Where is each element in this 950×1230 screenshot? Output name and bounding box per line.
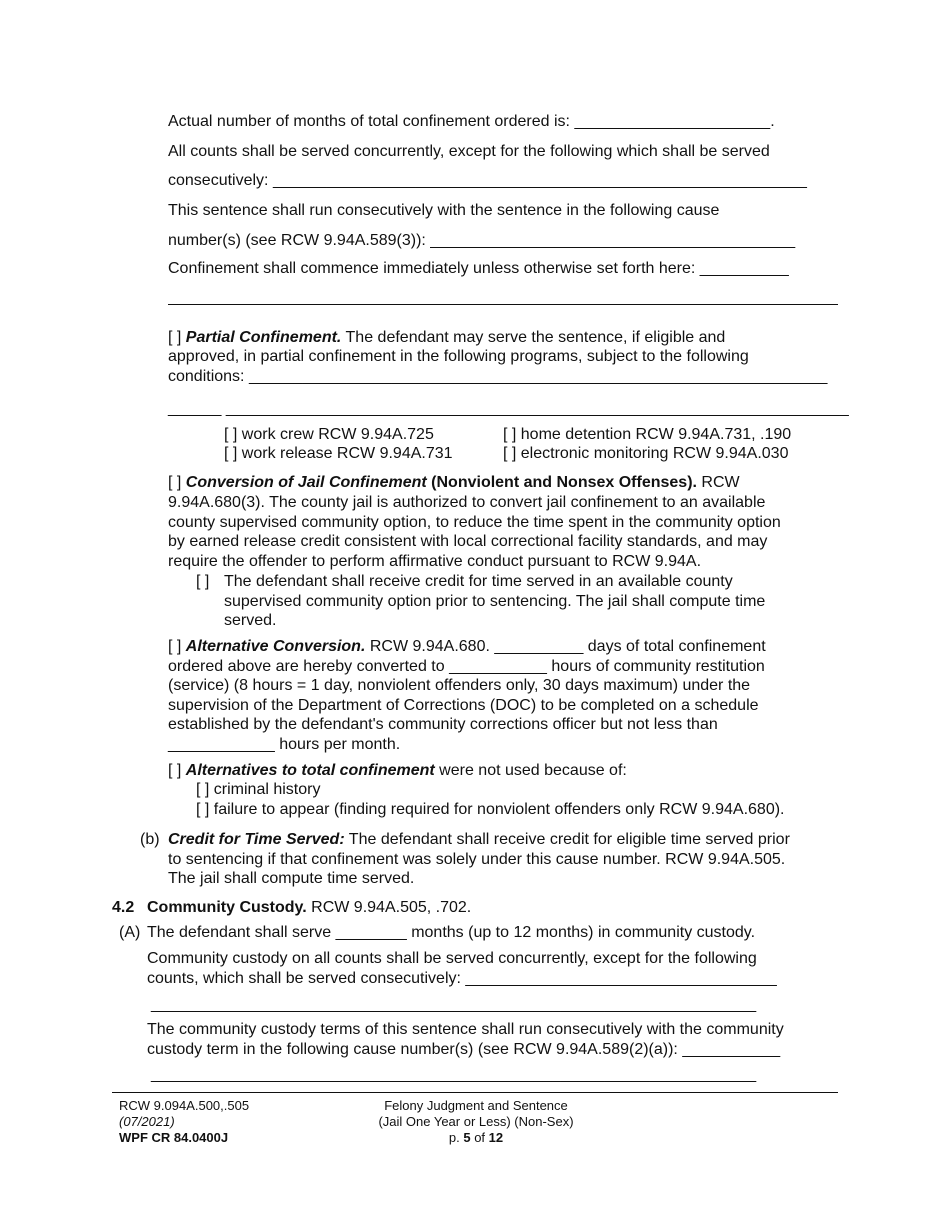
credit-time-served-line-2: to sentencing if that confinement was solely under this cause number. RCW 9.94A.505. <box>168 851 786 868</box>
consecutive-line-2: number(s) (see RCW 9.94A.589(3)): _________________________________________ <box>168 232 796 249</box>
conversion-line-2: 9.94A.680(3). The county jail is authorized to convert jail confinement to an available <box>168 494 766 511</box>
credit-checkbox[interactable]: [ ] <box>196 573 210 590</box>
custody-concurrent-line-1: Community custody on all counts shall be served concurrently, except for the following <box>147 950 757 967</box>
section-a-line: The defendant shall serve ________ months (up to 12 months) in community custody. <box>147 924 756 941</box>
alternatives-text: were not used because of: <box>434 762 627 779</box>
page-prefix: p. <box>448 1130 464 1145</box>
concurrent-line-1: All counts shall be served concurrently, except for the following which shall be served <box>168 143 770 160</box>
footer-rule <box>112 1092 838 1093</box>
page-of: of <box>470 1130 489 1145</box>
conversion-title: Conversion of Jail Confinement <box>185 474 427 491</box>
conversion-line-4: by earned release credit consistent with local correctional facility standards, and may <box>168 533 768 550</box>
conversion-line-3: county supervised community option, to reduce the time spent in the community option <box>168 514 781 531</box>
custody-consecutive-line-2: custody term in the following cause number(s) (see RCW 9.94A.589(2)(a)): ___________ <box>147 1041 781 1058</box>
option-criminal-history[interactable]: [ ] criminal history <box>196 781 321 798</box>
alternative-line-1 <box>168 637 766 657</box>
custody-concurrent-line-3: ____________________________________________________________________ <box>151 996 757 1013</box>
credit-time-served-label: (b) <box>140 831 160 848</box>
section-a-label: (A) <box>119 924 141 941</box>
program-home-detention[interactable]: [ ] home detention RCW 9.94A.731, .190 <box>503 426 792 443</box>
program-work-crew[interactable]: [ ] work crew RCW 9.94A.725 <box>224 426 434 443</box>
credit-line-3: served. <box>224 612 277 629</box>
consecutive-line-1: This sentence shall run consecutively with the sentence in the following cause <box>168 202 720 219</box>
credit-time-served-line-1 <box>168 830 790 850</box>
program-electronic-monitoring[interactable]: [ ] electronic monitoring RCW 9.94A.030 <box>503 445 789 462</box>
alternative-line-6: ____________ hours per month. <box>168 736 401 753</box>
credit-time-served-text: The defendant shall receive credit for eligible time served prior <box>344 831 790 848</box>
conversion-subtitle: (Nonviolent and Nonsex Offenses). <box>426 474 697 491</box>
footer-date: (07/2021) <box>119 1114 175 1129</box>
page-total: 12 <box>488 1130 504 1145</box>
alternatives-checkbox[interactable]: [ ] <box>168 762 182 779</box>
alternative-line-5: established by the defendant's community corrections officer but not less than <box>168 716 718 733</box>
conversion-checkbox[interactable]: [ ] <box>168 474 182 491</box>
page-current: 5 <box>463 1130 471 1145</box>
alternative-line-2: ordered above are hereby converted to ___________ hours of community restitution <box>168 658 765 675</box>
blank-rule <box>168 304 838 305</box>
conversion-line-1 <box>168 473 740 493</box>
concurrent-line-2: consecutively: ____________________________________________________________ <box>168 172 807 189</box>
conversion-line-5: require the offender to perform affirmative conduct pursuant to RCW 9.94A. <box>168 553 702 570</box>
months-confinement-line: Actual number of months of total confinement ordered is: ______________________. <box>168 113 775 130</box>
alternatives-not-used-line <box>168 761 627 781</box>
partial-confinement-line-4: ______ ______________________________________________________________________ <box>168 400 849 417</box>
partial-confinement-line-1 <box>168 328 725 348</box>
credit-line-1: The defendant shall receive credit for time served in an available county <box>224 573 733 590</box>
partial-title: Partial Confinement. <box>185 329 342 346</box>
credit-time-served-line-3: The jail shall compute time served. <box>168 870 415 887</box>
credit-time-served-title: Credit for Time Served: <box>168 831 345 848</box>
partial-text-1: The defendant may serve the sentence, if eligible and <box>341 329 726 346</box>
alternative-line-3: (service) (8 hours = 1 day, nonviolent offenders only, 30 days maximum) under the <box>168 677 751 694</box>
partial-checkbox[interactable]: [ ] <box>168 329 182 346</box>
community-custody-heading <box>147 898 471 918</box>
footer-form-id: WPF CR 84.0400J <box>119 1130 229 1145</box>
commence-line: Confinement shall commence immediately unless otherwise set forth here: __________ <box>168 260 789 277</box>
footer-title-1: Felony Judgment and Sentence <box>384 1098 568 1113</box>
alternatives-title: Alternatives to total confinement <box>185 762 435 779</box>
option-failure-to-appear[interactable]: [ ] failure to appear (finding required for nonviolent offenders only RCW 9.94A.680). <box>196 801 785 818</box>
program-work-release[interactable]: [ ] work release RCW 9.94A.731 <box>224 445 453 462</box>
custody-concurrent-line-2: counts, which shall be served consecutively: ___________________________________ <box>147 970 777 987</box>
section-number: 4.2 <box>112 899 135 916</box>
community-custody-rcw: RCW 9.94A.505, .702. <box>306 899 472 916</box>
alternative-line-4: supervision of the Department of Corrections (DOC) to be completed on a schedule <box>168 697 759 714</box>
partial-confinement-line-3: conditions: _________________________________________________________________ <box>168 368 828 385</box>
custody-consecutive-line-1: The community custody terms of this sentence shall run consecutively with the community <box>147 1021 784 1038</box>
footer-page-number <box>326 1130 626 1146</box>
footer-title-2: (Jail One Year or Less) (Non-Sex) <box>378 1114 574 1129</box>
conversion-rcw: RCW <box>696 474 740 491</box>
custody-consecutive-line-3: ____________________________________________________________________ <box>151 1066 757 1083</box>
alternative-title: Alternative Conversion. <box>185 638 366 655</box>
credit-line-2: supervised community option prior to sentencing. The jail shall compute time <box>224 593 766 610</box>
alternative-checkbox[interactable]: [ ] <box>168 638 182 655</box>
alternative-text-1: RCW 9.94A.680. __________ days of total confinement <box>365 638 766 655</box>
community-custody-title: Community Custody. <box>147 899 307 916</box>
footer-rcw: RCW 9.094A.500,.505 <box>119 1098 250 1113</box>
partial-confinement-line-2: approved, in partial confinement in the following programs, subject to the following <box>168 348 749 365</box>
